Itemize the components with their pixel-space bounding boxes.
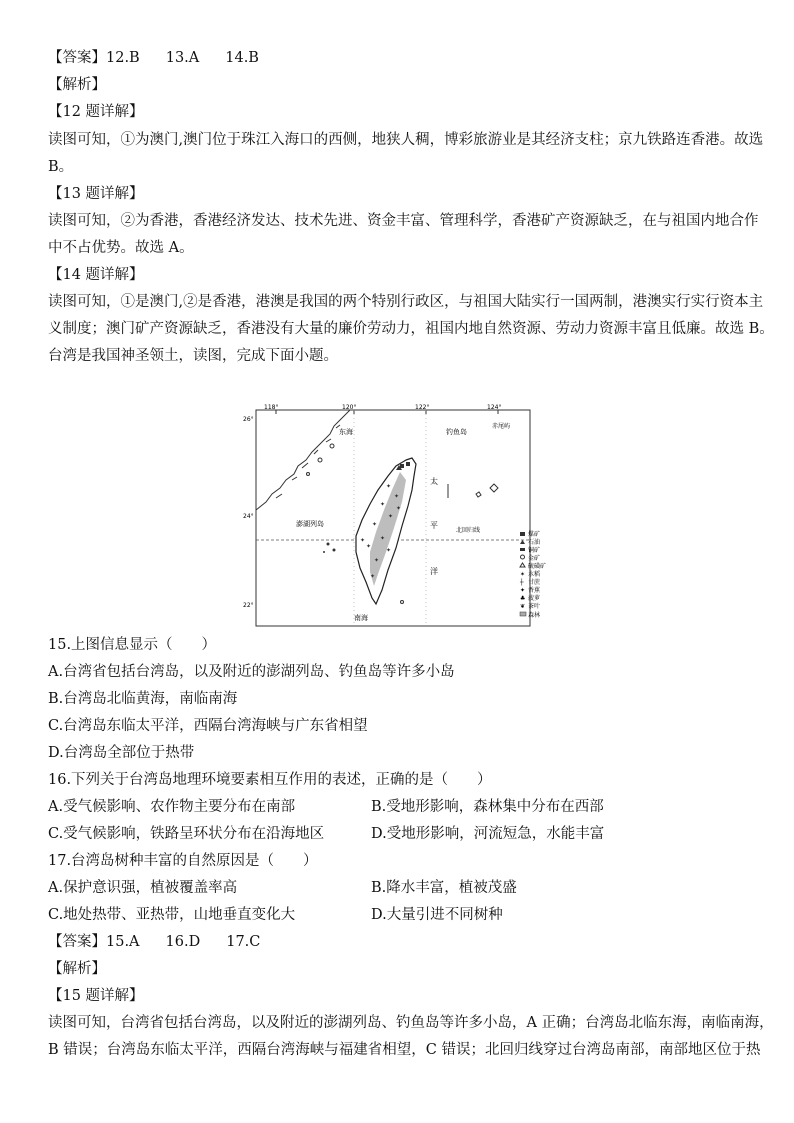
- answer-line-2: [48, 932, 260, 952]
- q12-detail-text: 读图可知，①为澳门,澳门位于珠江入海口的西侧，地狭人稠，博彩旅游业是其经济支柱；京九铁路连香港。故选: [48, 132, 764, 148]
- label-east-sea: 东海: [339, 428, 353, 436]
- lon-label: 124°: [487, 404, 502, 411]
- svg-text:✦: ✦: [372, 521, 378, 528]
- q17-option-d: D.大量引进不同树种: [371, 907, 503, 923]
- lat-label: 24°: [243, 513, 254, 520]
- label-penghu: 澎湖列岛: [296, 520, 324, 528]
- q15-option-b: B.台湾岛北临黄海，南临南海: [48, 691, 238, 707]
- label-pacific: 平: [430, 521, 438, 530]
- legend-item: 硫磺矿: [528, 563, 547, 570]
- svg-text:✦: ✦: [374, 557, 380, 564]
- svg-text:❦: ❦: [520, 603, 526, 610]
- q14-detail-text: 义制度；澳门矿产资源缺乏，香港没有大量的廉价劳动力，祖国内地自然资源、劳动力资源丰富且低廉。故选 B。: [48, 321, 774, 337]
- lat-label: 26°: [243, 416, 254, 423]
- q15-option-a: A.台湾省包括台湾岛，以及附近的澎湖列岛、钓鱼岛等许多小岛: [48, 664, 455, 680]
- svg-text:✦: ✦: [394, 493, 400, 500]
- q17-options-row-1: [48, 878, 748, 898]
- answer-item: 13.A: [165, 50, 200, 66]
- map-legend: [519, 530, 546, 619]
- legend-item: 茶叶: [528, 603, 541, 610]
- svg-text:✦: ✦: [520, 587, 526, 594]
- answer-item: 14.B: [225, 50, 259, 66]
- q17-options-row-2: [48, 905, 748, 925]
- svg-text:✦: ✦: [380, 535, 386, 542]
- q13-detail-text: 中不占优势。故选 A。: [48, 240, 194, 256]
- intro-text: 台湾是我国神圣领土，读图，完成下面小题。: [48, 348, 338, 364]
- svg-text:✦: ✦: [388, 513, 394, 520]
- legend-item: 森林: [528, 612, 541, 619]
- q13-detail-title: 【13 题详解】: [48, 186, 144, 202]
- lon-label: 122°: [415, 404, 430, 411]
- answer-label: 【答案】: [48, 50, 106, 66]
- q13-detail-text: 读图可知，②为香港，香港经济发达、技术先进、资金丰富、管理科学，香港矿产资源缺乏，在与祖国内地合作: [48, 213, 759, 229]
- answer-item: 17.C: [226, 934, 261, 950]
- svg-text:┼: ┼: [520, 579, 524, 586]
- svg-text:✦: ✦: [366, 543, 372, 550]
- q17-option-c: C.地处热带、亚热带，山地垂直变化大: [48, 907, 296, 923]
- q15-detail-text: 读图可知，台湾省包括台湾岛，以及附近的澎湖列岛、钓鱼岛等许多小岛，A 正确；台湾岛北临东海，南临南海，: [48, 1015, 774, 1031]
- q16-option-d: D.受地形影响，河流短急，水能丰富: [371, 826, 605, 842]
- legend-item: 煤矿: [528, 531, 541, 538]
- svg-text:♣: ♣: [520, 595, 526, 602]
- taiwan-map: [236, 402, 558, 628]
- q17-stem: 17.台湾岛树种丰富的自然原因是（ ）: [48, 853, 318, 869]
- q16-stem: 16.下列关于台湾岛地理环境要素相互作用的表述，正确的是（ ）: [48, 772, 492, 788]
- answer-line-1: [48, 48, 259, 68]
- svg-text:✦: ✦: [386, 547, 392, 554]
- q12-detail-text: B。: [48, 159, 74, 175]
- q12-detail-title: 【12 题详解】: [48, 104, 144, 120]
- lat-label: 22°: [243, 602, 254, 609]
- answer-item: 16.D: [165, 934, 201, 950]
- legend-item: 甘蔗: [528, 579, 541, 586]
- q16-option-c: C.受气候影响，铁路呈环状分布在沿海地区: [48, 826, 325, 842]
- q15-option-d: D.台湾岛全部位于热带: [48, 745, 195, 761]
- legend-item: 香蕉: [528, 587, 541, 594]
- q16-option-b: B.受地形影响，森林集中分布在西部: [371, 799, 604, 815]
- answer-item: 12.B: [106, 50, 140, 66]
- q15-option-c: C.台湾岛东临太平洋，西隔台湾海峡与广东省相望: [48, 718, 368, 734]
- q15-detail-text: B 错误；台湾岛东临太平洋，西隔台湾海峡与福建省相望，C 错误；北回归线穿过台湾岛南部，南部地区位于热: [48, 1042, 761, 1058]
- label-pacific: 洋: [430, 567, 438, 576]
- legend-item: 金矿: [528, 555, 541, 562]
- legend-item: 水稻: [528, 571, 541, 578]
- label-diaoyu: 钓鱼岛: [446, 428, 467, 436]
- analysis-heading-2: 【解析】: [48, 961, 106, 977]
- svg-text:✶: ✶: [520, 571, 526, 578]
- q14-detail-title: 【14 题详解】: [48, 267, 144, 283]
- label-tropic: 北回归线: [456, 527, 481, 534]
- answer-label: 【答案】: [48, 934, 106, 950]
- svg-text:✦: ✦: [396, 505, 402, 512]
- label-south-sea: 南海: [354, 614, 368, 622]
- svg-text:✦: ✦: [386, 483, 392, 490]
- q15-stem: 15.上图信息显示（ ）: [48, 637, 217, 653]
- label-pacific: 太: [430, 477, 438, 486]
- legend-item: 石油: [528, 539, 541, 546]
- label-chiwei: 赤尾屿: [492, 423, 511, 430]
- legend-item: 铜矿: [528, 547, 541, 554]
- svg-text:✦: ✦: [380, 501, 386, 508]
- legend-item: 菠萝: [528, 595, 541, 602]
- svg-text:✦: ✦: [360, 537, 366, 544]
- q17-option-a: A.保护意识强，植被覆盖率高: [48, 880, 238, 896]
- q15-detail-title: 【15 题详解】: [48, 988, 144, 1004]
- answer-item: 15.A: [106, 934, 140, 950]
- q16-options-row-2: [48, 824, 748, 844]
- q14-detail-text: 读图可知，①是澳门,②是香港，港澳是我国的两个特别行政区，与祖国大陆实行一国两制，港澳实行实行资本主: [48, 294, 764, 310]
- svg-text:✦: ✦: [370, 573, 376, 580]
- lon-label: 118°: [264, 404, 279, 411]
- q17-option-b: B.降水丰富，植被茂盛: [371, 880, 517, 896]
- q16-options-row-1: [48, 797, 748, 817]
- q16-option-a: A.受气候影响、农作物主要分布在南部: [48, 799, 296, 815]
- analysis-heading-1: 【解析】: [48, 77, 106, 93]
- lon-label: 120°: [342, 404, 357, 411]
